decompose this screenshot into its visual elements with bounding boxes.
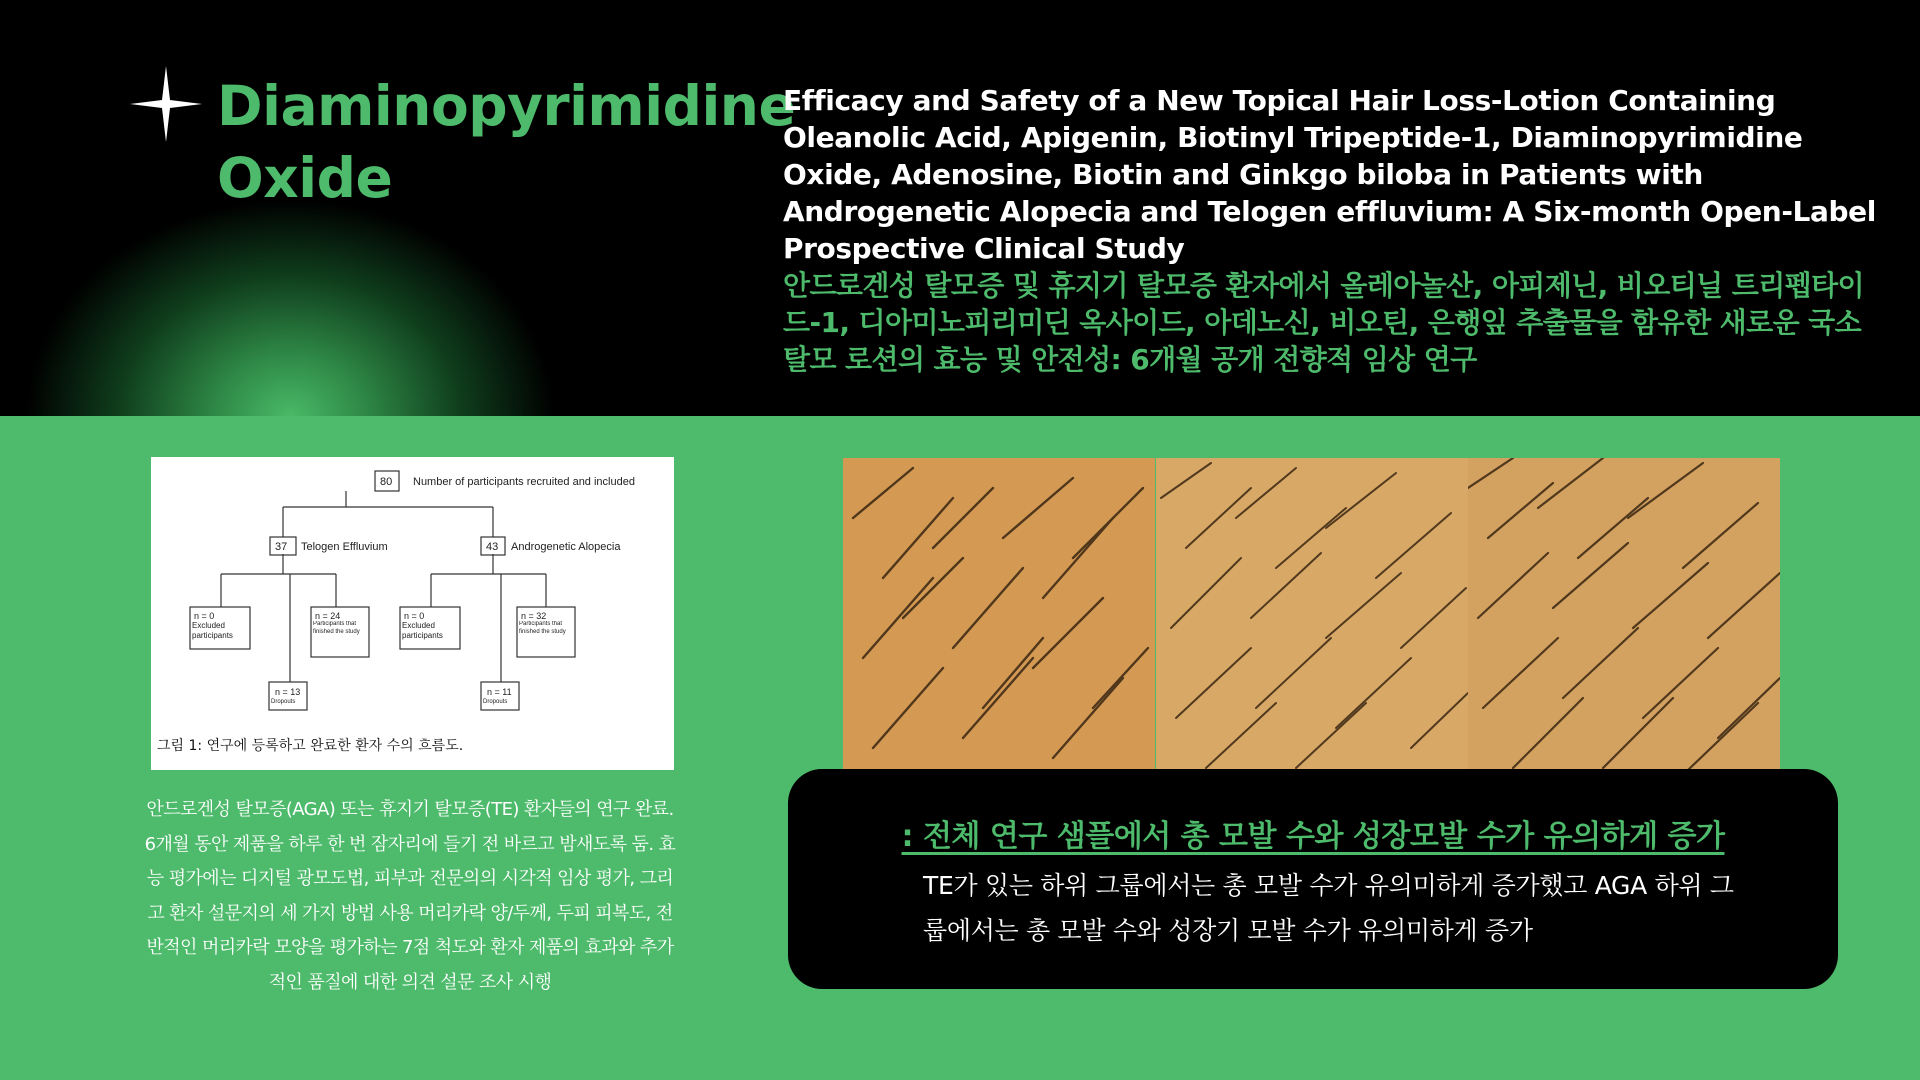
scalp-photo-1 [843,458,1156,770]
sparkle-icon [128,64,204,144]
fc-g1-excluded-label: Excluded participants [192,621,233,640]
callout-title: : 전체 연구 샘플에서 총 모발 수와 성장모발 수가 유의하게 증가 [901,819,1725,854]
fc-g2-excluded-label: Excluded participants [402,621,443,640]
paper-title-korean: 안드로겐성 탈모증 및 휴지기 탈모증 환자에서 올레아놀산, 아피제닌, 비오티닐 트리펩타이드-1, 디아미노피리미딘 옥사이드, 아데노신, 비오틴, 은행잎 추출물을 함유한 새로운 국소 탈모 로션의 효능 및 안전성: 6개월 공개 전향적 임상 연구 [783,269,1864,376]
fc-g1-dropouts-n: n = 13 [275,687,301,697]
paper-title-block [783,82,1893,378]
scalp-photo-2 [1156,458,1469,770]
fc-g2-dropouts-n: n = 11 [487,687,512,697]
scalp-photo-3 [1468,458,1781,770]
results-callout [788,769,1838,989]
fc-g2-finished-label: Participants that finished the study [519,621,566,635]
fc-group2-n: 43 [486,541,499,553]
callout-body: TE가 있는 하위 그룹에서는 총 모발 수가 유의미하게 증가했고 AGA 하위 그룹에서는 총 모발 수와 성장기 모발 수가 유의미하게 증가 [923,871,1734,945]
fc-g2-finished-n: n = 32 [521,611,547,621]
figure-caption: 그림 1: 연구에 등록하고 완료한 환자 수의 흐름도. [157,738,464,754]
fc-g1-finished-label: Participants that finished the study [313,621,360,635]
study-description: 안드로겐성 탈모증(AGA) 또는 휴지기 탈모증(TE) 환자들의 연구 완료. 6개월 동안 제품을 하루 한 번 잠자리에 들기 전 바르고 밤새도록 둠. 효능 평가에는 디지털 광모도법, 피부과 전문의의 시각적 임상 평가, 그리고 환자 설문지의 세 가지 방법 사용 머리카락 양/두께, 두피 피복도, 전반적인 머리카락 모양을 평가하는 7점 척도와 환자 제품의 효과와 추가적인 품질에 대한 의견 설문 조사 시행 [144,799,676,993]
fc-g2-excluded-n: n = 0 [404,611,425,621]
fc-g1-finished-n: n = 24 [315,611,341,621]
page-title: Diaminopyrimidine Oxide [217,74,796,210]
fc-total-n: 80 [380,476,393,488]
fc-group1-n: 37 [275,541,288,553]
flowchart-connectors [221,491,546,682]
fc-g2-dropouts-label: Dropouts [483,699,508,705]
paper-title-english: Efficacy and Safety of a New Topical Hair Loss-Lotion Containing Oleanolic Acid, Apigenin, Biotinyl Tripeptide-1, Diaminopyrimidine Oxide, Adenosine, Biotin and Ginkgo biloba in Patients with Androgenetic Alopecia and Telogen effluvium: A Six-month Open-Label Prospective Clinical Study [783,84,1876,265]
participant-flowchart [151,457,674,770]
fc-group2-label: Androgenetic Alopecia [511,541,621,553]
fc-total-label: Number of participants recruited and included [413,476,635,488]
header-banner [0,0,1920,416]
scalp-photo-strip [843,458,1781,770]
fc-g1-dropouts-label: Dropouts [271,699,296,705]
fc-group1-label: Telogen Effluvium [301,541,388,553]
fc-g1-excluded-n: n = 0 [194,611,215,621]
